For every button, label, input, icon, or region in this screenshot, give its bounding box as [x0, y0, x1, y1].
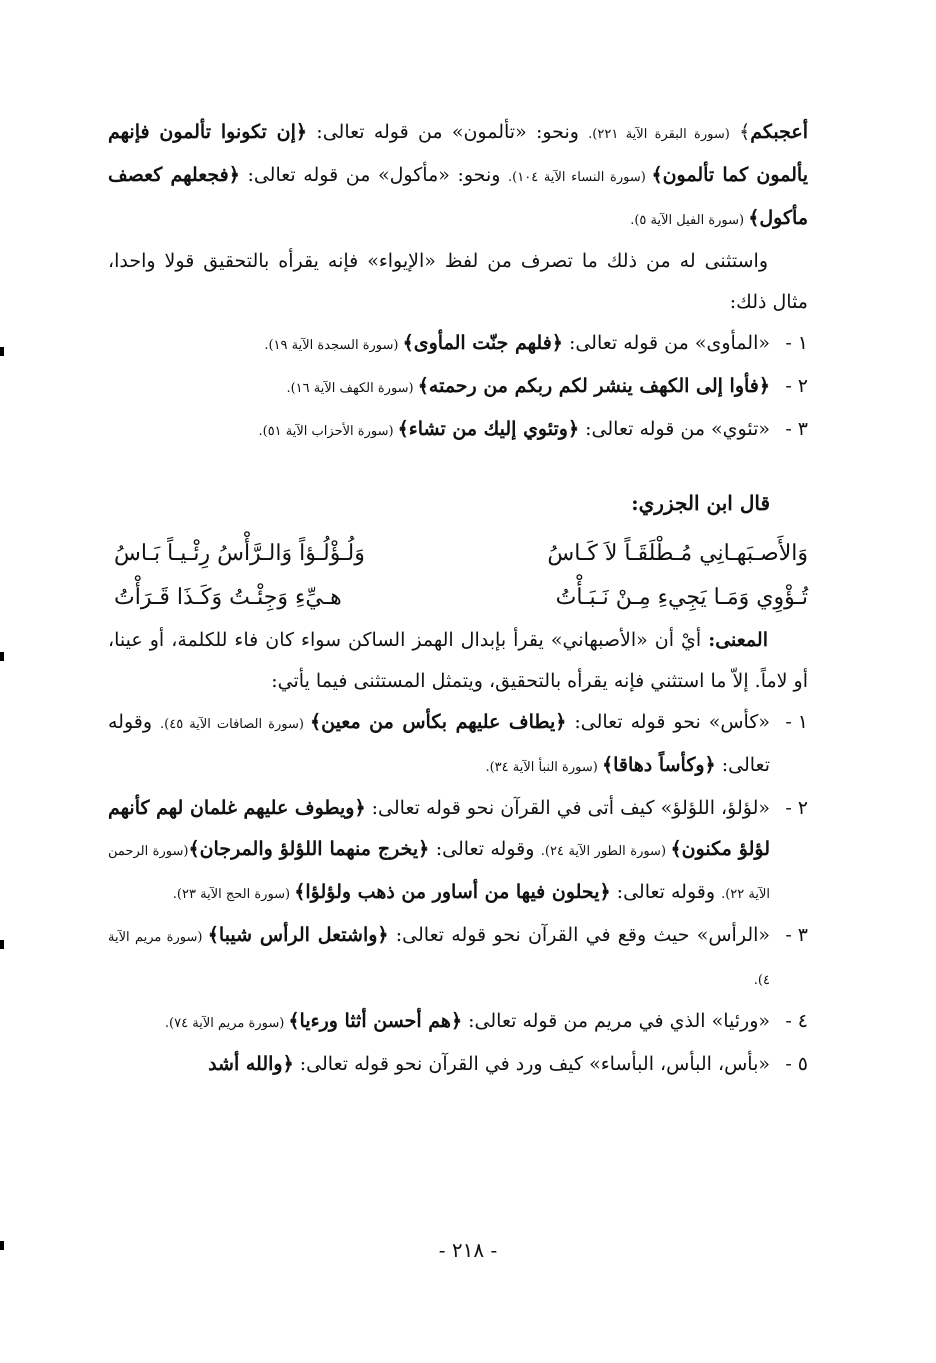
list-item [108, 702, 808, 788]
exception-list [108, 323, 808, 452]
surah-reference: (سورة مريم الآية ٧٤). [164, 1016, 289, 1031]
poem-hemistich-first: تُـؤْوِي وَمَـا يَجِيءِ مِـنْ نَـبَـأْتُ [555, 585, 808, 610]
list-item [108, 1044, 808, 1085]
surah-reference: (سورة البقرة الآية ٢٢١). [588, 127, 730, 142]
item-number: ٣ - [785, 418, 808, 440]
surah-reference: (سورة السجدة الآية ١٩). [264, 338, 403, 353]
list-item [108, 915, 808, 1001]
item-text: «كأس» نحو قوله تعالى: [566, 711, 770, 733]
item-text: «ورئيا» الذي في مريم من قوله تعالى: [462, 1010, 770, 1032]
quran-verse: ﴿يحلون فيها من أساور من ذهب ولؤلؤا﴾ [294, 881, 611, 903]
quran-verse: ﴿ويطوف عليهم غلمان لهم كأنهم لؤلؤ مكنون﴾ [108, 797, 770, 860]
item-text: «الرأس» حيث وقع في القرآن نحو قوله تعالى: [388, 924, 771, 946]
poem-line [108, 576, 808, 620]
surah-reference: (سورة مريم الآية ٤). [108, 930, 770, 988]
surah-reference: (سورة الكهف الآية ١٦). [286, 381, 418, 396]
close-bracket: ﴾ [729, 121, 751, 143]
list-item [108, 366, 808, 409]
quran-verse: ﴿والله أشد [208, 1053, 294, 1075]
item-number: ٢ - [785, 375, 808, 397]
paragraph-exception: واستثنى له من ذلك ما تصرف من لفظ «الإيواء» فإنه يقرأه بالتحقيق قولا واحدا، مثال ذلك: [108, 250, 808, 313]
item-number: ١ - [785, 332, 808, 354]
item-text: «بأس، البأس، البأساء» كيف ورد في القرآن نحو قوله تعالى: [293, 1053, 770, 1075]
surah-reference: (سورة الفيل الآية ٥). [630, 213, 749, 228]
item-text: وقوله تعالى: [429, 838, 541, 860]
text-segment: ونحو: «تألمون» من قوله تعالى: [307, 121, 589, 143]
text-segment: ونحو: «مأكول» من قوله تعالى: [239, 164, 509, 186]
surah-reference: (سورة الطور الآية ٢٤). [540, 844, 671, 859]
poem-hemistich-second: هـيِّءِ وَجِئْـتُ وَكَـذَا قَـرَأْتُ [114, 585, 342, 610]
quran-verse: ﴿واشتعل الرأس شيبا﴾ [207, 924, 389, 946]
quran-verse: ﴿يطاف عليهم بكأس من معين﴾ [309, 711, 567, 733]
page-number: - ٢١٨ - [438, 1238, 498, 1262]
item-number: ٤ - [785, 1010, 808, 1032]
item-number: ٢ - [785, 797, 808, 819]
item-text: «لؤلؤ، اللؤلؤ» كيف أتى في القرآن نحو قوله تعالى: [365, 797, 770, 819]
surah-reference: (سورة الأحزاب الآية ٥١). [258, 424, 398, 439]
surah-reference: (سورة الرحمن الآية ٢٢). [108, 844, 770, 902]
surah-reference: (سورة الحج الآية ٢٣). [172, 887, 295, 902]
quran-verse: ﴿إن تكونوا تألمون فإنهم يألمون كما تألمون﴾ [108, 121, 808, 186]
scan-edge-mark [0, 940, 4, 949]
item-number: ٣ - [785, 924, 808, 946]
item-number: ٥ - [785, 1053, 808, 1075]
paragraph-meaning [108, 620, 808, 702]
scan-edge-mark [0, 1241, 4, 1250]
scan-edge-mark [0, 347, 4, 356]
list-item [108, 1001, 808, 1044]
spacer [108, 452, 808, 480]
surah-reference: (سورة النبأ الآية ٣٤). [485, 760, 602, 775]
quran-word: أعجبكم [750, 121, 808, 143]
item-number: ١ - [785, 711, 808, 733]
item-text: «المأوى» من قوله تعالى: [562, 332, 770, 354]
list-item [108, 323, 808, 366]
list-item [108, 788, 808, 915]
scan-edge-mark [0, 652, 4, 661]
poem-hemistich-first: وَالأَصـبَهـانِي مُـطْلَقَـاً لاَ كَـاسُ [547, 541, 808, 566]
quran-verse: ﴿هم أحسن أثثا ورءيا﴾ [288, 1010, 463, 1032]
page-body [108, 112, 808, 1085]
quran-verse: ﴿وكأساً دهاقا﴾ [601, 754, 716, 776]
item-text: وقوله تعالى: [610, 881, 722, 903]
meaning-text: أيْ أن «الأصبهاني» يقرأ بإبدال الهمز الساكن سواء كان فاء للكلمة، أو عينا، أو لاماً. إلاّ ما استثني فإنه يقرأه بالتحقيق، ويتمثل المستثنى فيما يأتي: [108, 629, 808, 692]
quran-verse: ﴿يخرج منهما اللؤلؤ والمرجان﴾ [188, 838, 430, 860]
quran-verse: ﴿فأوا إلى الكهف ينشر لكم ربكم من رحمته﴾ [417, 375, 770, 397]
poem-line [108, 532, 808, 576]
item-text: «تئوي» من قوله تعالى: [579, 418, 770, 440]
section-heading: قال ابن الجزري: [631, 491, 770, 515]
quran-verse: ﴿فجعلهم كعصف مأكول﴾ [108, 164, 808, 229]
list-item [108, 409, 808, 452]
paragraph-intro [108, 112, 808, 241]
surah-reference: (سورة الصافات الآية ٤٥). [160, 717, 310, 732]
quran-verse: ﴿فلهم جنّت المأوى﴾ [402, 332, 563, 354]
poem-hemistich-second: وَلُـؤْلُـؤاً وَالـرَّأْسُ رِئْـيـاً بَـاسُ [114, 541, 365, 566]
item-text: وقوله تعالى: [108, 711, 770, 776]
poem [108, 532, 808, 620]
meaning-label: المعنى: [708, 629, 768, 651]
quran-verse: ﴿وتئوي إليك من تشاء﴾ [397, 418, 580, 440]
surah-reference: (سورة النساء الآية ١٠٤). [508, 170, 652, 185]
examples-list [108, 702, 808, 1085]
